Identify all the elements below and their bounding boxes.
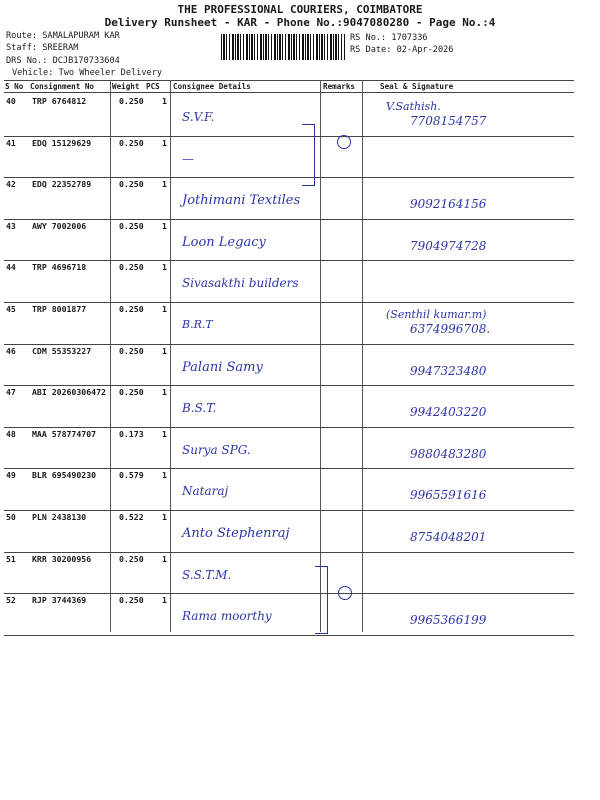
- row-consignee: —: [182, 151, 194, 166]
- row-phone: 9942403220: [410, 405, 487, 420]
- vehicle-text: Vehicle: Two Wheeler Delivery: [12, 68, 163, 78]
- staff-text: Staff: SREERAM: [6, 43, 79, 53]
- row-consignee: Rama moorthy: [182, 609, 272, 624]
- row-phone: 8754048201: [410, 530, 487, 544]
- row-rule: [4, 260, 574, 261]
- row-rule: [4, 385, 574, 386]
- table-row: [0, 179, 600, 221]
- row-consignee: Nataraj: [182, 484, 229, 499]
- row-sno: 47: [6, 387, 16, 398]
- row-consignee: S.S.T.M.: [182, 567, 232, 582]
- row-pcs: 1: [162, 428, 167, 439]
- row-weight: 0.250: [119, 387, 144, 398]
- row-sno: 45: [6, 304, 16, 314]
- row-pcs: 1: [162, 345, 167, 356]
- bracket-mark: [302, 124, 315, 186]
- table-row: [0, 304, 600, 346]
- row-pcs: 1: [162, 179, 167, 190]
- row-consignee: Sivasakthi builders: [182, 276, 299, 291]
- row-rule: [4, 552, 574, 553]
- row-pcs: 1: [162, 96, 167, 106]
- row-consignment: TRP 8001877: [32, 304, 87, 314]
- table-row: [0, 595, 600, 637]
- table-row: [0, 262, 600, 304]
- row-consignee: Anto Stephenraj: [182, 526, 290, 541]
- table-row: [0, 429, 600, 471]
- row-weight: 0.250: [119, 137, 144, 148]
- col-consignee: Consignee Details: [173, 82, 251, 91]
- row-rule: [4, 177, 574, 178]
- table-row: [0, 138, 600, 180]
- table-header-rule: [4, 92, 574, 93]
- rs-number: RS No.: 1707336: [350, 33, 428, 43]
- row-sno: 51: [6, 553, 16, 564]
- row-consignment: TRP 6764812: [32, 96, 87, 106]
- row-consignee: Palani Samy: [182, 359, 263, 375]
- stamp-mark: [337, 135, 351, 149]
- row-rule: [4, 302, 574, 303]
- row-sno: 40: [6, 96, 16, 106]
- row-rule: [4, 510, 574, 511]
- row-rule: [4, 219, 574, 220]
- row-phone: 9947323480: [410, 363, 487, 378]
- row-pcs: 1: [162, 595, 167, 606]
- row-weight: 0.250: [119, 96, 144, 106]
- row-phone: 6374996708.: [410, 322, 491, 336]
- row-rule: [4, 593, 574, 594]
- row-rule: [4, 136, 574, 137]
- row-consignment: EDQ 15129629: [32, 137, 92, 148]
- row-consignee: Surya SPG.: [182, 442, 251, 457]
- row-consignment: BLR 695490230: [32, 470, 97, 481]
- col-weight: Weight: [112, 82, 140, 91]
- row-consignee: Loon Legacy: [182, 234, 266, 250]
- row-consignment: AWY 7002006: [32, 220, 87, 231]
- table-row: [0, 470, 600, 512]
- row-weight: 0.250: [119, 220, 144, 231]
- row-sno: 44: [6, 262, 16, 273]
- table-row: [0, 387, 600, 429]
- table-row: [0, 346, 600, 388]
- row-consignment: PLN 2438130: [32, 512, 87, 522]
- row-pcs: 1: [162, 387, 167, 398]
- row-pcs: 1: [162, 262, 167, 273]
- row-weight: 0.250: [119, 553, 144, 564]
- table-top-rule: [4, 80, 574, 81]
- row-phone: 7904974728: [410, 238, 487, 253]
- row-rule: [4, 635, 574, 636]
- row-consignment: KRR 30200956: [32, 553, 92, 564]
- row-consignee: B.R.T: [182, 318, 213, 331]
- table-row: [0, 221, 600, 263]
- row-weight: 0.250: [119, 179, 144, 190]
- row-phone: 9092164156: [410, 197, 487, 212]
- row-sno: 52: [6, 595, 16, 606]
- row-consignee: S.V.F.: [182, 110, 215, 124]
- row-sno: 46: [6, 345, 16, 356]
- row-sno: 41: [6, 137, 16, 148]
- row-weight: 0.522: [119, 512, 144, 522]
- row-pcs: 1: [162, 137, 167, 148]
- route-text: Route: SAMALAPURAM KAR: [6, 31, 120, 41]
- row-phone: 7708154757: [410, 114, 487, 128]
- row-consignment: CDM 55353227: [32, 345, 92, 356]
- row-sno: 49: [6, 470, 16, 481]
- bracket-mark: [315, 566, 328, 634]
- row-rule: [4, 427, 574, 428]
- col-sno: S No: [5, 82, 24, 91]
- drs-number: DRS No.: DCJB170733604: [6, 56, 120, 66]
- row-sno: 50: [6, 512, 16, 522]
- row-consignment: RJP 3744369: [32, 595, 87, 606]
- row-sno: 42: [6, 179, 16, 190]
- table-row: [0, 96, 600, 138]
- row-weight: 0.250: [119, 304, 144, 314]
- rs-date: RS Date: 02-Apr-2026: [350, 45, 454, 55]
- row-sno: 43: [6, 220, 16, 231]
- row-consignment: ABI 20260306472: [32, 387, 106, 398]
- row-weight: 0.250: [119, 595, 144, 606]
- table-row: [0, 554, 600, 596]
- row-pcs: 1: [162, 304, 167, 314]
- col-seal-signature: Seal & Signature: [380, 82, 454, 91]
- row-consignee: Jothimani Textiles: [182, 193, 301, 209]
- barcode-image: [221, 34, 345, 60]
- row-signature: V.Sathish.: [386, 100, 441, 113]
- row-phone: 9965366199: [410, 613, 487, 628]
- row-weight: 0.250: [119, 262, 144, 273]
- col-pcs: PCS: [146, 82, 160, 91]
- table-row: [0, 512, 600, 554]
- row-consignment: EDQ 22352789: [32, 179, 92, 190]
- row-signature: (Senthil kumar.m): [386, 308, 487, 321]
- row-weight: 0.173: [119, 428, 144, 439]
- stamp-mark: [338, 586, 352, 600]
- row-rule: [4, 468, 574, 469]
- row-pcs: 1: [162, 512, 167, 522]
- row-pcs: 1: [162, 220, 167, 231]
- company-title: THE PROFESSIONAL COURIERS, COIMBATORE: [177, 3, 423, 16]
- row-pcs: 1: [162, 553, 167, 564]
- row-consignment: TRP 4696718: [32, 262, 87, 273]
- runsheet-subtitle: Delivery Runsheet - KAR - Phone No.:9047080280 - Page No.:4: [104, 16, 496, 29]
- row-phone: 9965591616: [410, 488, 487, 503]
- row-consignment: MAA 578774707: [32, 428, 97, 439]
- row-weight: 0.579: [119, 470, 144, 481]
- col-consignment: Consignment No: [30, 82, 95, 91]
- col-remarks: Remarks: [323, 82, 356, 91]
- row-rule: [4, 344, 574, 345]
- row-pcs: 1: [162, 470, 167, 481]
- row-sno: 48: [6, 428, 16, 439]
- row-weight: 0.250: [119, 345, 144, 356]
- row-consignee: B.S.T.: [182, 401, 217, 416]
- row-phone: 9880483280: [410, 446, 487, 461]
